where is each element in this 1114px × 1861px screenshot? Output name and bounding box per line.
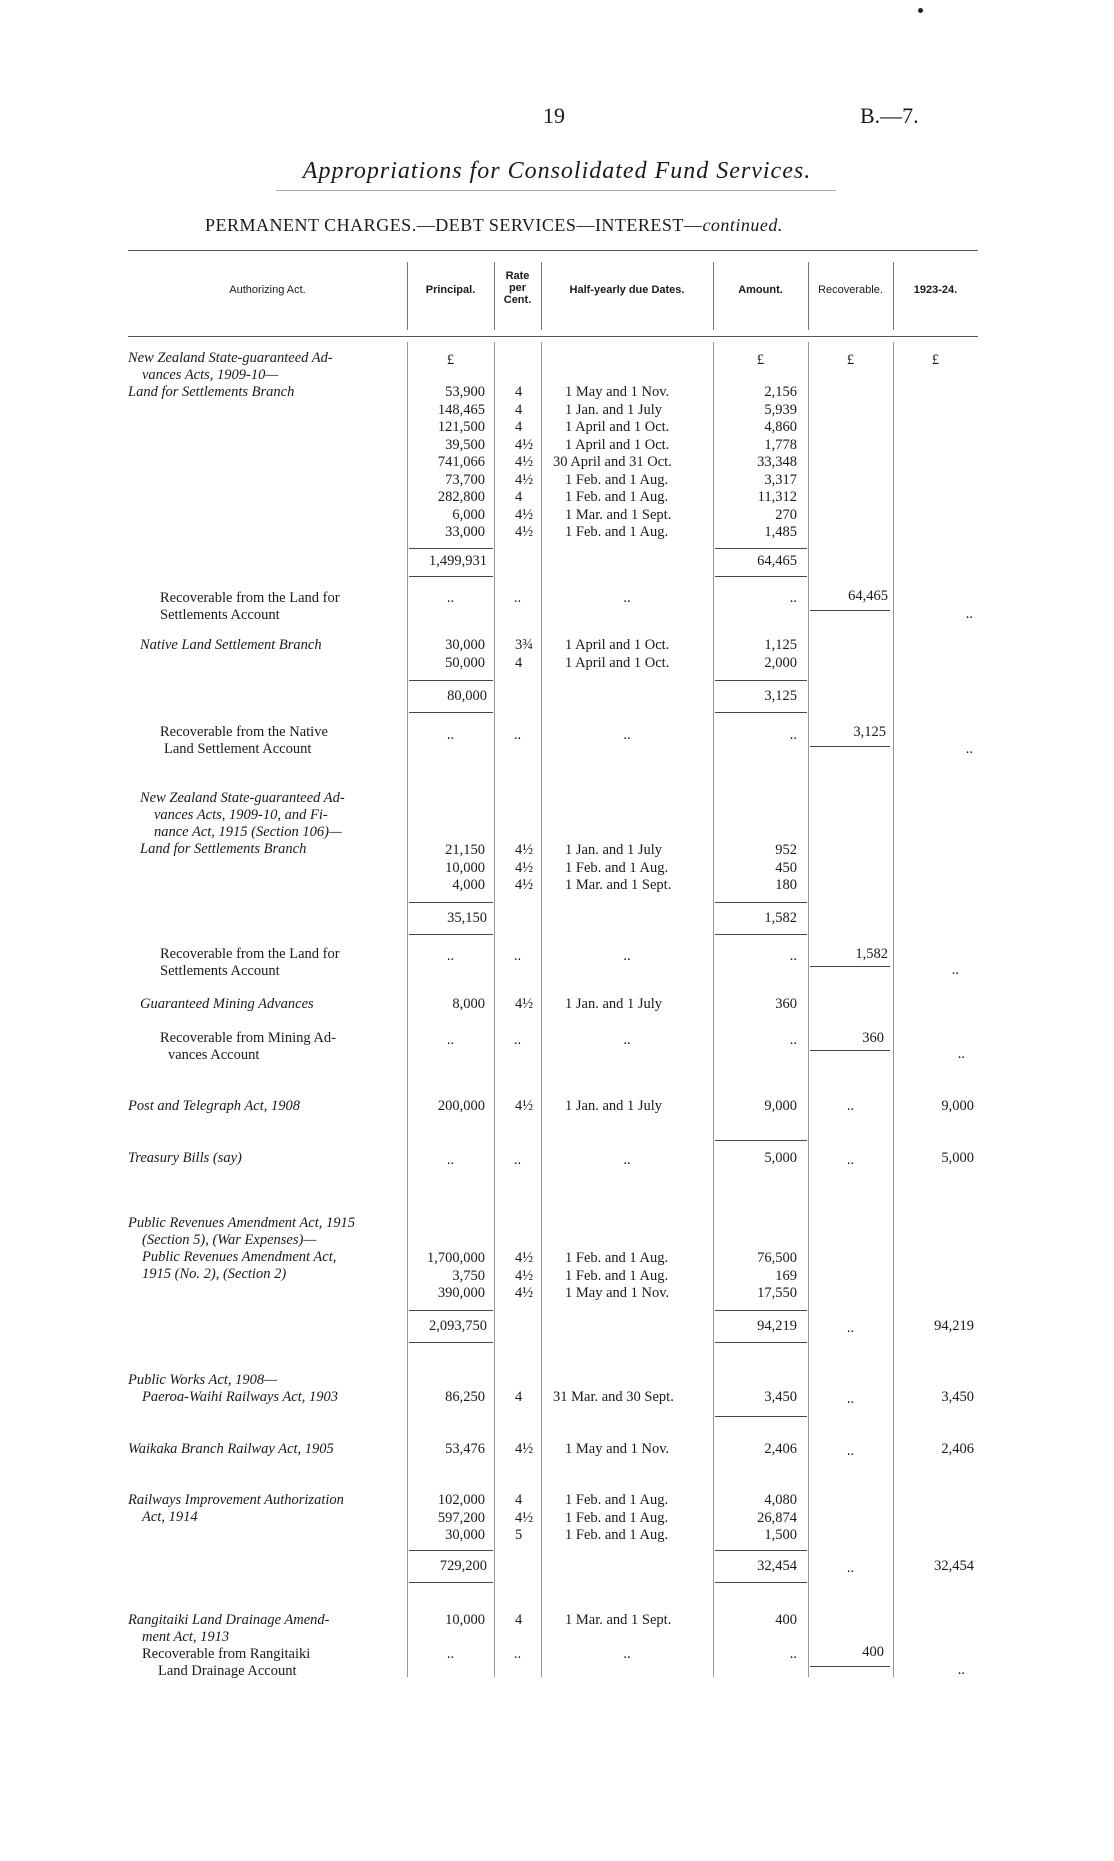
- amount-value: 169: [775, 1267, 797, 1284]
- amount-value: 5,939: [764, 401, 797, 418]
- section-2-amount-column: [713, 637, 797, 672]
- section-6-amount: 5,000: [764, 1150, 797, 1166]
- section-7-amount-column: [713, 1250, 797, 1303]
- page-number: 19: [543, 103, 565, 128]
- amount-value: 76,500: [757, 1250, 797, 1266]
- section-4-recoverable: 360: [862, 1030, 884, 1046]
- empty-principal: ..: [446, 1032, 455, 1048]
- empty-principal: ..: [446, 727, 455, 743]
- section-9-rate: 4½: [515, 1441, 534, 1457]
- empty-dates: ..: [623, 727, 631, 743]
- principal-value: 1,700,000: [427, 1250, 485, 1266]
- empty-dates: ..: [623, 948, 631, 964]
- empty-rate: ..: [513, 1646, 522, 1662]
- due-dates: 1 Jan. and 1 July: [565, 401, 663, 418]
- section-10-principal-column: [407, 1492, 485, 1545]
- section-1-dates-column: [553, 384, 672, 542]
- section-3-title: New Zealand State-guaranteed Ad- vances Acts, 1909-10, and Fi- nance Act, 1915 (Section 106)— Land for Settlements Branch: [140, 790, 345, 857]
- section-3-principal-column: [407, 842, 485, 895]
- empty-dates: ..: [623, 1032, 631, 1048]
- rate-value: 4: [515, 654, 523, 671]
- section-5-year: 9,000: [941, 1098, 974, 1114]
- empty-amount: ..: [789, 1646, 797, 1662]
- principal-value: 10,000: [445, 859, 485, 876]
- rate-value: 4½: [515, 1267, 534, 1284]
- amount-value: 180: [775, 877, 797, 893]
- section-10-total-amount: 32,454: [757, 1558, 797, 1574]
- section-4-amount: 360: [775, 996, 797, 1012]
- section-2-total-principal: 80,000: [447, 688, 487, 704]
- principal-value: 30,000: [445, 1527, 485, 1543]
- empty-year: ..: [951, 962, 959, 978]
- section-11-rate: 4: [515, 1612, 523, 1628]
- section-10-dates-column: [565, 1492, 668, 1545]
- amount-value: 3,317: [764, 471, 797, 488]
- empty-year: ..: [965, 606, 973, 622]
- section-3-total-amount: 1,582: [764, 910, 797, 926]
- empty-year: ..: [957, 1662, 965, 1678]
- section-6-year: 5,000: [941, 1150, 974, 1166]
- due-dates: 1 Feb. and 1 Aug.: [565, 524, 669, 540]
- rate-value: 4: [515, 1492, 523, 1508]
- rate-value: 4½: [515, 842, 534, 858]
- amount-value: 270: [775, 506, 797, 523]
- empty-rate: ..: [513, 948, 522, 964]
- principal-value: 30,000: [445, 637, 485, 653]
- empty-principal: ..: [446, 1646, 455, 1662]
- amount-value: 4,080: [764, 1492, 797, 1508]
- rate-value: 4½: [515, 859, 534, 876]
- due-dates: 1 Feb. and 1 Aug.: [565, 1527, 669, 1543]
- column-header-year: 1923-24.: [913, 284, 958, 296]
- principal-value: 50,000: [445, 654, 485, 671]
- due-dates: 1 Feb. and 1 Aug.: [565, 859, 669, 876]
- section-8-amount: 3,450: [764, 1389, 797, 1405]
- section-7-dates-column: [565, 1250, 669, 1303]
- section-1-recoverable-label: Recoverable from the Land for Settlements Account: [160, 590, 340, 623]
- principal-value: 102,000: [437, 1492, 485, 1508]
- section-3-rate-column: [515, 842, 533, 895]
- rate-value: 4: [515, 401, 523, 418]
- column-header-rate: Rate per Cent.: [503, 270, 532, 306]
- empty-amount: ..: [789, 1032, 797, 1048]
- section-11-title: Rangitaiki Land Drainage Amend- ment Act, 1913: [128, 1612, 330, 1645]
- rate-value: 4: [515, 419, 523, 435]
- column-header-recoverable: Recoverable.: [818, 284, 883, 296]
- column-header-amount: Amount.: [738, 284, 783, 296]
- empty-principal: ..: [446, 590, 455, 606]
- section-7-total-principal: 2,093,750: [429, 1318, 487, 1334]
- due-dates: 1 Jan. and 1 July: [565, 842, 663, 858]
- rate-value: 4½: [515, 524, 534, 540]
- principal-value: 121,500: [437, 419, 485, 435]
- amount-value: 26,874: [757, 1509, 797, 1526]
- section-5-amount: 9,000: [764, 1098, 797, 1114]
- empty-recoverable: ..: [846, 1391, 855, 1407]
- section-8-principal: 86,250: [445, 1389, 485, 1405]
- section-4-dates: 1 Jan. and 1 July: [565, 996, 663, 1012]
- section-7-title: Public Revenues Amendment Act, 1915 (Section 5), (War Expenses)— Public Revenues Amendment Act, 1915 (No. 2), (Section 2): [128, 1215, 355, 1282]
- section-2-title: Native Land Settlement Branch: [140, 637, 322, 653]
- principal-value: 21,150: [445, 842, 485, 858]
- principal-value: 4,000: [452, 877, 485, 893]
- empty-recoverable: ..: [846, 1152, 855, 1168]
- column-header-dates: Half-yearly due Dates.: [569, 284, 685, 296]
- section-10-rate-column: [515, 1492, 533, 1545]
- section-2-recoverable-label: Recoverable from the Native Land Settlement Account: [160, 724, 328, 757]
- due-dates: 1 Feb. and 1 Aug.: [565, 1509, 669, 1526]
- empty-amount: ..: [789, 948, 797, 964]
- due-dates: 1 Feb. and 1 Aug.: [565, 489, 669, 505]
- amount-value: 1,485: [764, 524, 797, 540]
- section-7-total-amount: 94,219: [757, 1318, 797, 1334]
- due-dates: 1 Feb. and 1 Aug.: [565, 1492, 669, 1508]
- section-11-recoverable-label: Recoverable from Rangitaiki Land Drainage Account: [142, 1646, 311, 1679]
- amount-value: 17,550: [757, 1285, 797, 1301]
- document-reference: B.—7.: [860, 103, 919, 128]
- section-5-title: Post and Telegraph Act, 1908: [128, 1098, 300, 1114]
- section-5-rate: 4½: [515, 1098, 534, 1114]
- empty-recoverable: ..: [846, 1443, 855, 1459]
- section-10-amount-column: [713, 1492, 797, 1545]
- section-4-principal: 8,000: [452, 996, 485, 1012]
- section-7-principal-column: [407, 1250, 485, 1303]
- empty-amount: ..: [789, 590, 797, 606]
- due-dates: 1 Mar. and 1 Sept.: [565, 877, 672, 893]
- section-8-title: Public Works Act, 1908— Paeroa-Waihi Railways Act, 1903: [128, 1372, 339, 1405]
- amount-value: 1,125: [764, 637, 797, 653]
- section-8-dates: 31 Mar. and 30 Sept.: [553, 1389, 674, 1405]
- principal-value: 6,000: [452, 506, 485, 523]
- section-2-dates-column: [565, 637, 669, 672]
- amount-value: 33,348: [757, 454, 797, 470]
- empty-rate: ..: [513, 590, 522, 606]
- amount-value: 1,500: [764, 1527, 797, 1543]
- empty-principal: ..: [446, 948, 455, 964]
- section-3-amount-column: [713, 842, 797, 895]
- principal-value: 148,465: [437, 401, 485, 418]
- empty-recoverable: ..: [846, 1560, 855, 1576]
- section-5-principal: 200,000: [437, 1098, 485, 1114]
- due-dates: 1 April and 1 Oct.: [565, 419, 670, 435]
- amount-value: 2,156: [764, 384, 797, 400]
- due-dates: 1 April and 1 Oct.: [565, 637, 670, 653]
- amount-value: 4,860: [764, 419, 797, 435]
- principal-value: 53,900: [445, 384, 485, 400]
- section-2-total-amount: 3,125: [764, 688, 797, 704]
- section-1-principal-column: [407, 384, 485, 542]
- principal-value: 3,750: [452, 1267, 485, 1284]
- empty-year: ..: [957, 1046, 965, 1062]
- section-2-rate-column: [515, 637, 533, 672]
- rate-value: 4½: [515, 877, 534, 893]
- rate-value: 4½: [515, 1250, 534, 1266]
- ink-mark: [918, 8, 923, 13]
- column-header-principal: Principal.: [425, 284, 476, 296]
- section-8-rate: 4: [515, 1389, 523, 1405]
- rate-value: 4½: [515, 471, 534, 488]
- principal-value: 33,000: [445, 524, 485, 540]
- principal-value: 597,200: [437, 1509, 485, 1526]
- rate-value: 4: [515, 384, 523, 400]
- section-3-total-principal: 35,150: [447, 910, 487, 926]
- section-11-amount: 400: [775, 1612, 797, 1628]
- empty-rate: ..: [513, 727, 522, 743]
- section-9-year: 2,406: [941, 1441, 974, 1457]
- section-11-dates: 1 Mar. and 1 Sept.: [565, 1612, 672, 1628]
- empty-dates: ..: [623, 590, 631, 606]
- rate-value: 3¾: [515, 637, 534, 653]
- section-4-title: Guaranteed Mining Advances: [140, 996, 314, 1012]
- section-10-title: Railways Improvement Authorization Act, 1914: [128, 1492, 344, 1525]
- section-7-year: 94,219: [934, 1318, 974, 1334]
- section-3-dates-column: [565, 842, 671, 895]
- currency-recoverable: £: [846, 352, 855, 368]
- section-6-title: Treasury Bills (say): [128, 1150, 242, 1166]
- section-11-recoverable: 400: [862, 1644, 884, 1660]
- section-1-total-principal: 1,499,931: [429, 553, 487, 569]
- rate-value: 4½: [515, 454, 534, 470]
- empty-dates: ..: [623, 1646, 631, 1662]
- empty-principal: ..: [446, 1152, 455, 1168]
- section-8-year: 3,450: [941, 1389, 974, 1405]
- amount-value: 952: [775, 842, 797, 858]
- section-9-title: Waikaka Branch Railway Act, 1905: [128, 1441, 334, 1457]
- currency-year: £: [931, 352, 940, 368]
- principal-value: 39,500: [445, 436, 485, 453]
- empty-dates: ..: [623, 1152, 631, 1168]
- rate-value: 4½: [515, 436, 534, 453]
- section-4-recoverable-label: Recoverable from Mining Ad- vances Account: [160, 1030, 336, 1063]
- due-dates: 1 May and 1 Nov.: [565, 1285, 670, 1301]
- section-2-principal-column: [407, 637, 485, 672]
- currency-principal: £: [446, 352, 455, 368]
- section-2-recoverable: 3,125: [853, 724, 886, 740]
- amount-value: 1,778: [764, 436, 797, 453]
- currency-amount: £: [756, 352, 765, 368]
- empty-rate: ..: [513, 1152, 522, 1168]
- due-dates: 30 April and 31 Oct.: [553, 454, 672, 470]
- due-dates: 1 Feb. and 1 Aug.: [565, 1250, 669, 1266]
- section-3-recoverable: 1,582: [855, 946, 888, 962]
- empty-recoverable: ..: [846, 1098, 855, 1114]
- page-title: Appropriations for Consolidated Fund Services.: [302, 158, 812, 184]
- section-3-recoverable-label: Recoverable from the Land for Settlements Account: [160, 946, 340, 979]
- empty-year: ..: [965, 741, 973, 757]
- rate-value: 4½: [515, 1509, 534, 1526]
- section-10-total-principal: 729,200: [439, 1558, 487, 1574]
- due-dates: 1 May and 1 Nov.: [565, 384, 670, 400]
- section-7-rate-column: [515, 1250, 533, 1303]
- section-subtitle: PERMANENT CHARGES.—DEBT SERVICES—INTEREST—continued.: [205, 215, 783, 235]
- principal-value: 282,800: [437, 489, 485, 505]
- amount-value: 450: [775, 859, 797, 876]
- section-1-title: New Zealand State-guaranteed Ad- vances Acts, 1909-10— Land for Settlements Branch: [128, 350, 333, 400]
- section-4-rate: 4½: [515, 996, 534, 1012]
- due-dates: 1 Feb. and 1 Aug.: [565, 1267, 669, 1284]
- empty-recoverable: ..: [846, 1320, 855, 1336]
- section-9-principal: 53,476: [445, 1441, 485, 1457]
- section-1-total-amount: 64,465: [757, 553, 797, 569]
- empty-amount: ..: [789, 727, 797, 743]
- principal-value: 741,066: [437, 454, 485, 470]
- section-1-rate-column: [515, 384, 533, 542]
- due-dates: 1 April and 1 Oct.: [565, 654, 670, 671]
- due-dates: 1 Mar. and 1 Sept.: [565, 506, 672, 523]
- amount-value: 11,312: [757, 489, 797, 505]
- principal-value: 73,700: [445, 471, 485, 488]
- column-header-act: Authorizing Act.: [229, 284, 306, 296]
- section-1-amount-column: [713, 384, 797, 542]
- rate-value: 4: [515, 489, 523, 505]
- empty-rate: ..: [513, 1032, 522, 1048]
- amount-value: 2,000: [764, 654, 797, 671]
- principal-value: 390,000: [437, 1285, 485, 1301]
- section-9-amount: 2,406: [764, 1441, 797, 1457]
- section-10-year: 32,454: [934, 1558, 974, 1574]
- due-dates: 1 April and 1 Oct.: [565, 436, 670, 453]
- section-11-principal: 10,000: [445, 1612, 485, 1628]
- due-dates: 1 Feb. and 1 Aug.: [565, 471, 669, 488]
- rate-value: 4½: [515, 506, 534, 523]
- rate-value: 4½: [515, 1285, 534, 1301]
- section-9-dates: 1 May and 1 Nov.: [565, 1441, 670, 1457]
- rate-value: 5: [515, 1527, 523, 1543]
- section-1-recoverable: 64,465: [848, 588, 888, 604]
- section-5-dates: 1 Jan. and 1 July: [565, 1098, 663, 1114]
